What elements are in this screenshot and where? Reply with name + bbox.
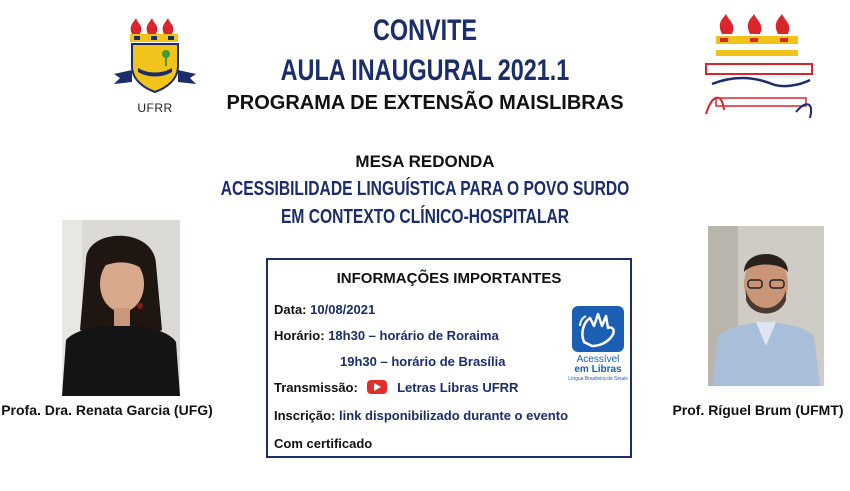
letras-libras-logo-icon (702, 14, 817, 122)
badge-line-2: em Libras (574, 364, 622, 375)
speaker-photo-right (708, 226, 824, 386)
info-row-certificado (274, 436, 372, 451)
transmissao-link[interactable]: Letras Libras UFRR (397, 380, 519, 395)
badge-line-3: Língua Brasileira de Sinais (568, 376, 628, 382)
speaker-caption-left: Profa. Dra. Renata Garcia (UFG) (1, 402, 213, 418)
inscricao-label: Inscrição: (274, 408, 336, 423)
horario-value-1: 18h30 – horário de Roraima (328, 328, 499, 343)
horario-value-2: 19h30 – horário de Brasília (340, 354, 506, 369)
info-row-transmissao (274, 380, 518, 395)
horario-label: Horário: (274, 328, 325, 343)
info-row-horario (274, 328, 499, 343)
title-convite: CONVITE (372, 14, 478, 47)
ufrr-crest-icon (108, 18, 202, 96)
libras-badge (570, 306, 626, 384)
theme-line-1: ACESSIBILIDADE LINGUÍSTICA PARA O POVO SURDO (220, 178, 630, 200)
data-label: Data: (274, 302, 307, 317)
theme-line-2: EM CONTEXTO CLÍNICO-HOSPITALAR (280, 206, 570, 228)
info-title: INFORMAÇÕES IMPORTANTES (336, 270, 562, 287)
subtitle-mesa-redonda: MESA REDONDA (355, 152, 495, 171)
certificado-text: Com certificado (274, 436, 373, 451)
ufrr-label: UFRR (137, 101, 173, 115)
youtube-icon (367, 380, 387, 394)
badge-line-1: Acessível (576, 354, 620, 365)
title-programa: PROGRAMA DE EXTENSÃO MAISLIBRAS (226, 92, 624, 114)
info-row-data (274, 302, 375, 317)
info-row-horario-2 (340, 354, 505, 369)
sign-language-hands-icon (572, 306, 624, 352)
speaker-photo-left (62, 220, 180, 396)
transmissao-label: Transmissão: (274, 380, 358, 395)
info-box (266, 258, 632, 458)
title-aula-inaugural: AULA INAUGURAL 2021.1 (280, 54, 570, 87)
info-row-inscricao (274, 408, 568, 423)
inscricao-value: link disponibilizado durante o evento (339, 408, 569, 423)
speaker-caption-right: Prof. Ríguel Brum (UFMT) (672, 402, 844, 418)
data-value: 10/08/2021 (310, 302, 376, 317)
